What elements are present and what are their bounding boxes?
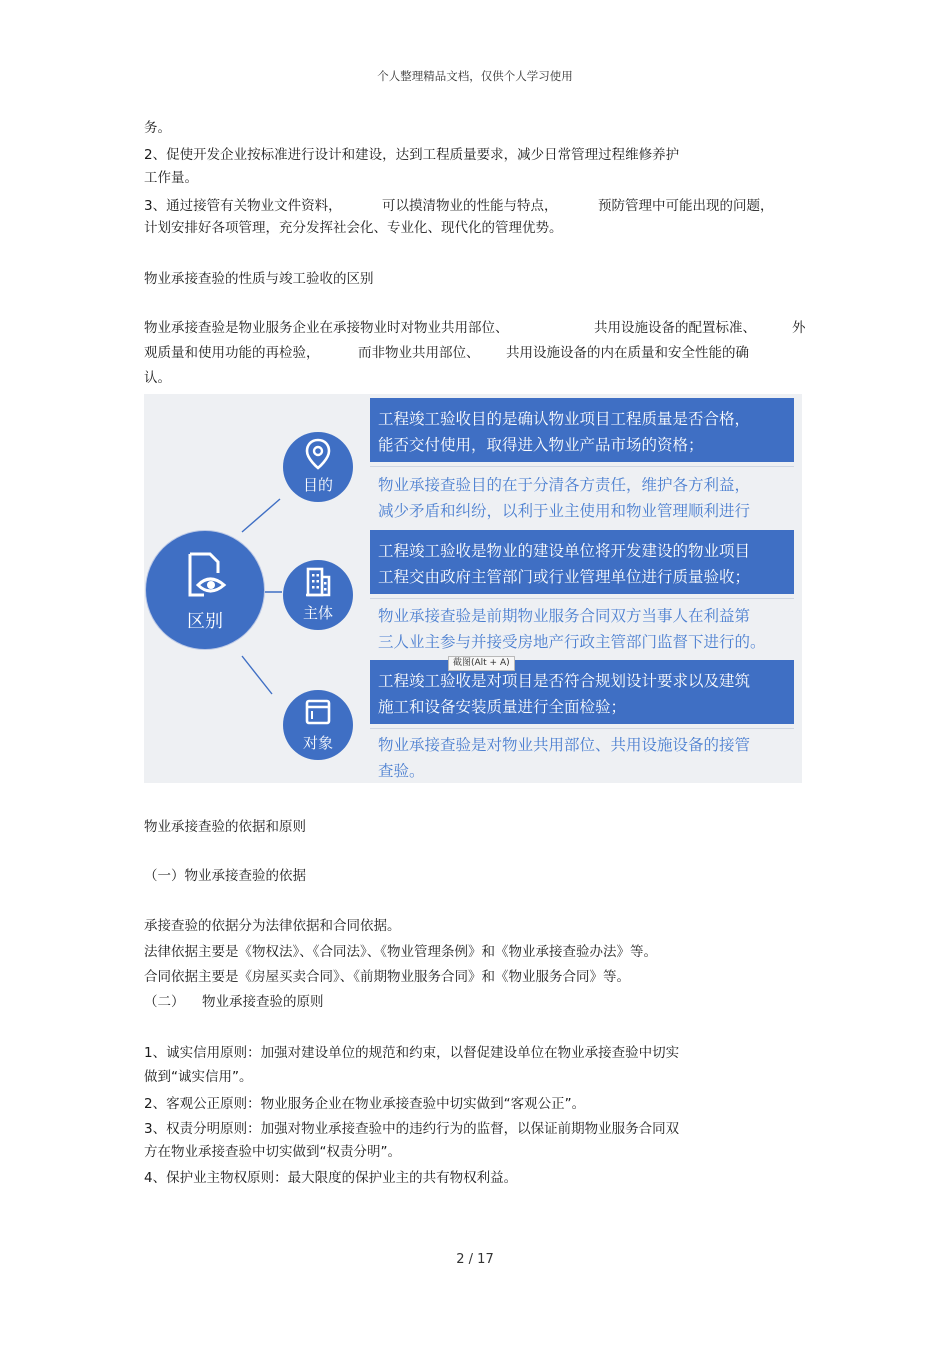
page-number: 2 / 17 <box>456 1252 494 1267</box>
text-line: 共用设施设备的内在质量和安全性能的确 <box>506 345 749 361</box>
center-label: 区别 <box>187 611 223 632</box>
text-line: 预防管理中可能出现的问题， <box>598 198 774 214</box>
window-icon <box>304 698 332 726</box>
location-pin-icon <box>305 438 331 470</box>
text-line: 外 <box>792 320 806 336</box>
building-icon <box>304 567 332 597</box>
text-line: 认。 <box>144 370 171 386</box>
node-label: 主体 <box>302 604 333 622</box>
text-line: 1、诚实信用原则：加强对建设单位的规范和约束，以督促建设单位在物业承接查验中切实 <box>144 1045 680 1061</box>
text-line: 而非物业共用部位、 <box>358 345 480 361</box>
node-object <box>283 690 353 760</box>
text-line: 共用设施设备的配置标准、 <box>594 320 756 336</box>
divider <box>370 728 794 729</box>
handover-inspection-text: 物业承接查验是前期物业服务合同双方当事人在利益第 三人业主参与并接受房地产行政主管部门监督下进行的。 <box>378 607 766 651</box>
text-line: 合同依据主要是《房屋买卖合同》、《前期物业服务合同》和《物业服务合同》等。 <box>144 969 630 985</box>
text-line: 务。 <box>144 120 171 136</box>
text-line: 承接查验的依据分为法律依据和合同依据。 <box>144 918 401 934</box>
document-eye-icon <box>184 551 230 601</box>
comparison-diagram <box>144 394 802 783</box>
divider <box>370 598 794 599</box>
text-line: 2、促使开发企业按标准进行设计和建设，达到工程质量要求，减少日常管理过程维修养护 <box>144 147 680 163</box>
text-line: 做到“诚实信用”。 <box>144 1069 253 1085</box>
text-line: 物业承接查验是物业服务企业在承接物业时对物业共用部位、 <box>144 320 509 336</box>
center-node <box>146 531 264 649</box>
text-line: 法律依据主要是《物权法》、《合同法》、《物业管理条例》和《物业承接查验办法》等。 <box>144 944 657 960</box>
completion-acceptance-box: 工程竣工验收目的是确认物业项目工程质量是否合格， 能否交付使用，取得进入物业产品市场的资格； <box>370 398 794 462</box>
divider <box>370 466 794 467</box>
handover-inspection-text: 物业承接查验目的在于分清各方责任，维护各方利益， 减少矛盾和纠纷，以利于业主使用和物业管理顺利进行 <box>378 476 751 520</box>
section-heading: （一）物业承接查验的依据 <box>144 868 306 884</box>
text-line: 工作量。 <box>144 170 198 186</box>
handover-inspection-text: 物业承接查验是对物业共用部位、共用设施设备的接管 查验。 <box>378 736 751 780</box>
node-label: 对象 <box>302 734 333 752</box>
text-line: 方在物业承接查验中切实做到“权责分明”。 <box>144 1144 401 1160</box>
section-heading: 物业承接查验的原则 <box>202 994 324 1010</box>
screenshot-tooltip: 截图(Alt + A) <box>448 656 515 671</box>
text-line: 4、保护业主物权原则：最大限度的保护业主的共有物权利益。 <box>144 1170 518 1186</box>
text-line: 可以摸清物业的性能与特点， <box>382 198 558 214</box>
section-heading: 物业承接查验的性质与竣工验收的区别 <box>144 271 374 287</box>
text-line: 3、权责分明原则：加强对物业承接查验中的违约行为的监督，以保证前期物业服务合同双 <box>144 1121 680 1137</box>
page-header: 个人整理精品文档，仅供个人学习使用 <box>377 69 573 83</box>
node-purpose <box>283 432 353 502</box>
completion-acceptance-box: 工程竣工验收是物业的建设单位将开发建设的物业项目 工程交由政府主管部门或行业管理单位进行质量验收； <box>370 530 794 594</box>
text-line: 观质量和使用功能的再检验， <box>144 345 320 361</box>
text-line: 3、通过接管有关物业文件资料， <box>144 198 342 214</box>
node-subject <box>283 560 353 630</box>
section-heading: （二） <box>144 994 185 1010</box>
text-line: 计划安排好各项管理，充分发挥社会化、专业化、现代化的管理优势。 <box>144 220 563 236</box>
completion-acceptance-box: 工程竣工验收是对项目是否符合规划设计要求以及建筑 施工和设备安装质量进行全面检验； <box>370 660 794 724</box>
node-label: 目的 <box>302 476 333 494</box>
section-heading: 物业承接查验的依据和原则 <box>144 819 306 835</box>
text-line: 2、客观公正原则：物业服务企业在物业承接查验中切实做到“客观公正”。 <box>144 1096 586 1112</box>
